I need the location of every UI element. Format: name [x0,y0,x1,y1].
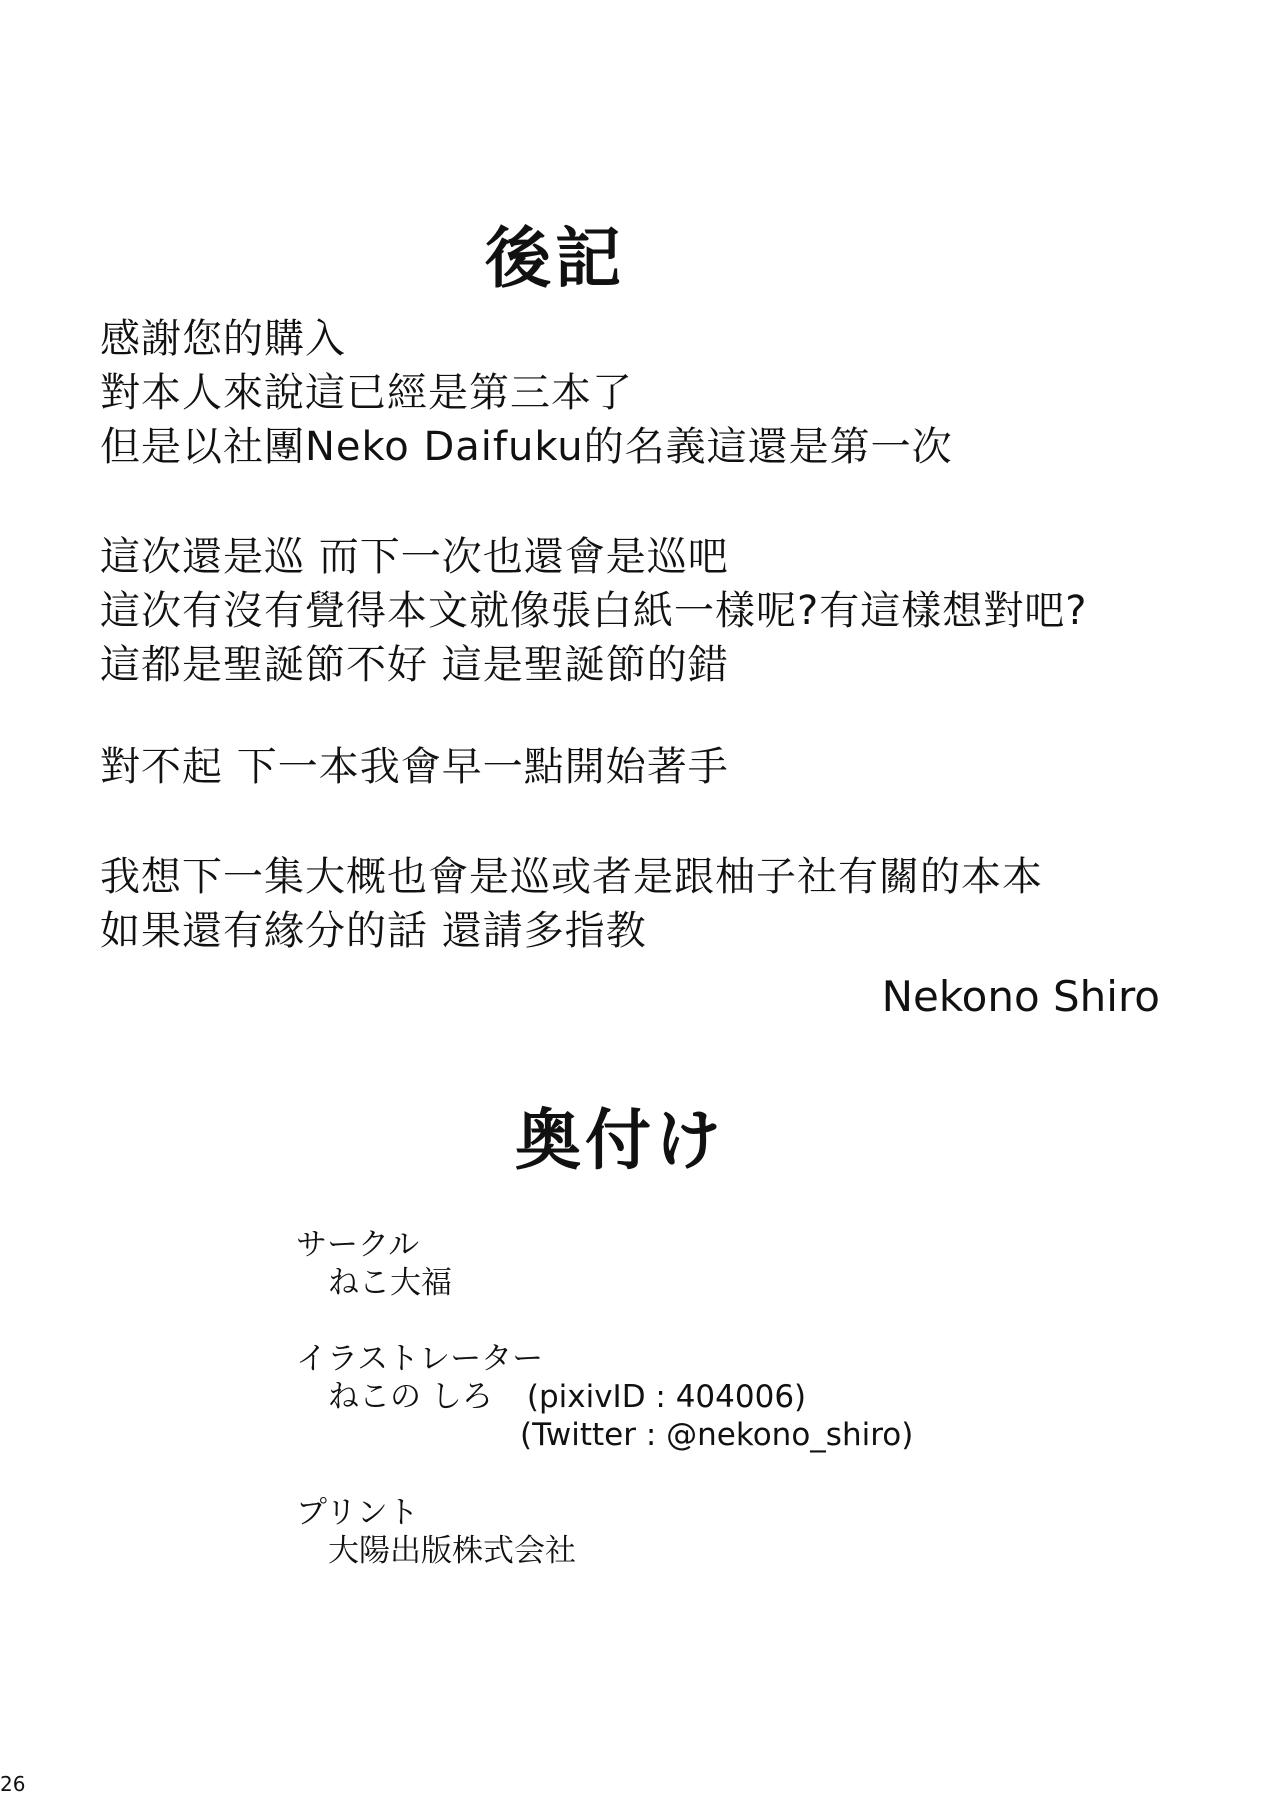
afterword-line: 如果還有緣分的話 還請多指教 [100,908,647,954]
afterword-paragraph-3 [100,740,1200,794]
afterword-paragraph-2 [100,530,1200,692]
afterword-line: 這次有沒有覺得本文就像張白紙一樣呢?有這樣想對吧? [100,588,1088,634]
afterword-title: 後記 [485,220,625,297]
circle-label: サークル [296,1227,420,1263]
illustrator-twitter: (Twitter : @nekono_shiro) [520,1417,914,1453]
illustrator-label: イラストレーター [296,1341,544,1377]
illustrator-pixiv: (pixivID : 404006) [526,1379,807,1415]
afterword-line: 這次還是巡 而下一次也還會是巡吧 [100,534,729,580]
colophon-title: 奥付け [515,1102,725,1179]
afterword-line: 但是以社團Neko Daifuku的名義這還是第一次 [100,424,953,470]
afterword-line: 這都是聖誕節不好 這是聖誕節的錯 [100,642,729,688]
circle-value: ねこ大福 [328,1265,452,1301]
afterword-paragraph-4 [100,850,1200,958]
afterword-line: 我想下一集大概也會是巡或者是跟柚子社有關的本本 [100,854,1043,900]
colophon-illustrator [296,1340,1196,1454]
colophon-print [296,1494,1196,1570]
afterword-paragraph-1 [100,312,1200,474]
afterword-line: 對不起 下一本我會早一點開始著手 [100,744,729,790]
print-label: プリント [296,1495,419,1531]
colophon-circle [296,1226,1196,1302]
illustrator-name: ねこの しろ [328,1379,493,1415]
print-value: 大陽出版株式会社 [328,1533,576,1569]
afterword-line: 對本人來說這已經是第三本了 [100,370,633,416]
author-signature: Nekono Shiro [881,972,1160,1021]
page-number: 26 [0,1772,26,1796]
illustrator-line [296,1378,1196,1416]
afterword-line: 感謝您的購入 [100,316,346,362]
